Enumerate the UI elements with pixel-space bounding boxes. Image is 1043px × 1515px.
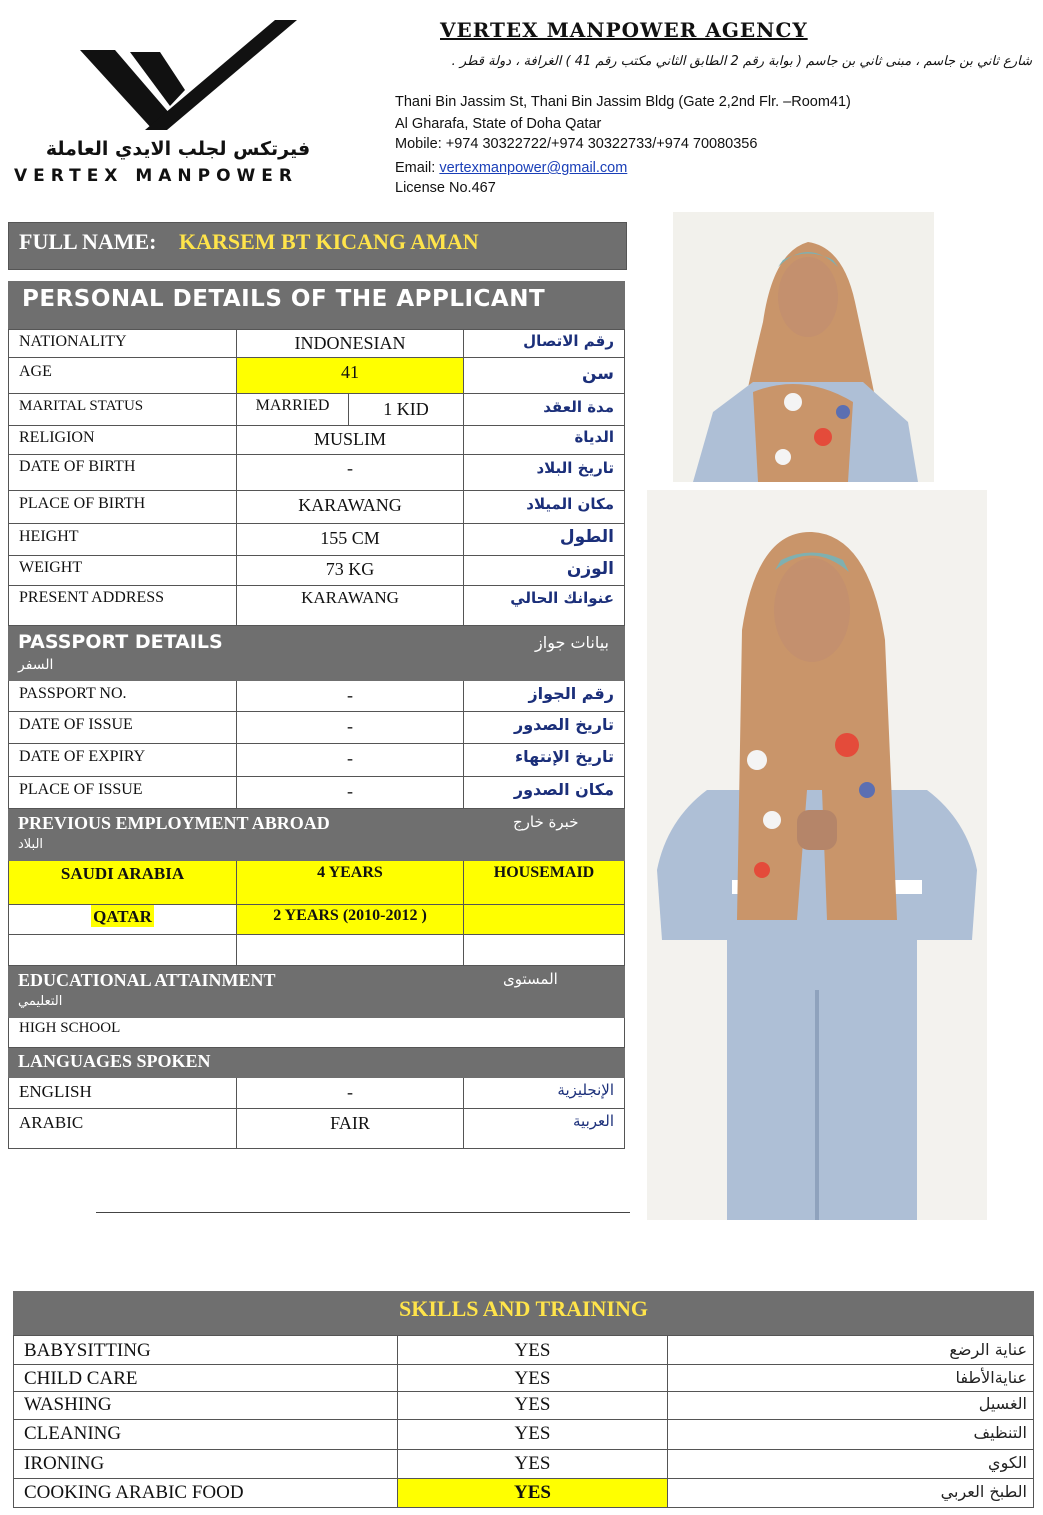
place-of-birth-label: PLACE OF BIRTH <box>19 495 146 512</box>
place-of-issue-value: - <box>347 781 353 801</box>
place-of-issue-arabic: مكان الصدور <box>513 780 614 799</box>
employment-position-2 <box>464 905 624 907</box>
skill-value: YES <box>514 1394 551 1415</box>
place-of-birth-arabic: مكان الميلاد <box>526 495 614 513</box>
languages-title: LANGUAGES SPOKEN <box>18 1051 211 1071</box>
address-line-2: Al Gharafa, State of Doha Qatar <box>395 116 602 132</box>
english-value: - <box>347 1082 353 1102</box>
logo-arabic-text: فيرتكس لجلب الايدي العاملة <box>45 138 311 160</box>
skill-label: CLEANING <box>24 1423 122 1444</box>
arabic-value: FAIR <box>330 1113 370 1133</box>
date-of-issue-value: - <box>347 716 353 736</box>
education-bar <box>8 966 625 1018</box>
divider-line <box>96 1212 630 1213</box>
height-arabic: الطول <box>559 527 614 547</box>
date-of-expiry-value: - <box>347 748 353 768</box>
employment-position-1: HOUSEMAID <box>493 864 595 881</box>
marital-status-label: MARITAL STATUS <box>19 398 144 414</box>
license-number: License No.467 <box>395 180 496 196</box>
present-address-label: PRESENT ADDRESS <box>19 589 165 606</box>
weight-value: 73 KG <box>325 559 375 579</box>
skill-arabic: الطبخ العربي <box>940 1482 1027 1501</box>
full-name-label: FULL NAME: <box>19 229 157 254</box>
personal-details-title: PERSONAL DETAILS OF THE APPLICANT <box>8 281 625 329</box>
languages-bar <box>8 1048 625 1078</box>
address-arabic: شارع ثاني بن جاسم ، مبنى ثاني بن جاسم ( بوابة رقم 2 الطابق الثاني مكتب رقم 41 ) الغرافة ، دولة قطر . <box>451 54 1032 69</box>
religion-row <box>8 426 625 455</box>
passport-number-row <box>8 681 625 712</box>
arabic-label: ARABIC <box>19 1113 84 1132</box>
skill-label: WASHING <box>24 1394 112 1415</box>
employment-years-2: 2 YEARS (2010-2012 ) <box>273 907 427 924</box>
passport-details-bar <box>8 626 625 681</box>
skill-arabic: الكوي <box>988 1453 1027 1472</box>
skill-row <box>13 1365 1034 1392</box>
date-of-expiry-label: DATE OF EXPIRY <box>19 748 146 765</box>
skill-arabic: عناية الرضع <box>949 1340 1027 1359</box>
skill-label: CHILD CARE <box>24 1368 138 1389</box>
skill-arabic: عنايةالأطفا <box>955 1368 1027 1387</box>
skill-row <box>13 1479 1034 1508</box>
skill-label: BABYSITTING <box>24 1340 151 1361</box>
religion-value: MUSLIM <box>313 429 386 449</box>
passport-details-title-arabic-2: السفر <box>18 657 54 673</box>
date-of-birth-value: - <box>347 458 353 478</box>
education-value: HIGH SCHOOL <box>19 1020 121 1036</box>
marital-status-value: MARRIED <box>255 397 330 414</box>
date-of-expiry-row <box>8 744 625 777</box>
applicant-portrait-photo <box>673 212 934 482</box>
date-of-issue-arabic: تاريخ الصدور <box>514 715 614 734</box>
education-title-arabic-2: التعليمي <box>18 994 63 1009</box>
height-value: 155 CM <box>320 528 380 548</box>
height-row <box>8 524 625 556</box>
passport-number-value: - <box>347 685 353 705</box>
employment-years-1: 4 YEARS <box>317 864 383 881</box>
place-of-birth-row <box>8 491 625 524</box>
skill-row <box>13 1450 1034 1479</box>
skill-row <box>13 1392 1034 1420</box>
date-of-issue-label: DATE OF ISSUE <box>19 716 133 733</box>
skill-row <box>13 1420 1034 1450</box>
employment-row-1 <box>8 861 625 905</box>
place-of-birth-value: KARAWANG <box>298 495 402 515</box>
nationality-arabic: رقم الاتصال <box>523 332 614 350</box>
date-of-expiry-arabic: تاريخ الإنتهاء <box>514 747 614 766</box>
passport-number-arabic: رقم الجواز <box>528 684 614 703</box>
email-link[interactable]: vertexmanpower@gmail.com <box>439 160 628 176</box>
skill-row <box>13 1335 1034 1365</box>
english-arabic: الإنجليزية <box>557 1081 614 1099</box>
present-address-row <box>8 586 625 626</box>
education-title-arabic: المستوى <box>503 970 558 988</box>
skill-arabic: الغسيل <box>978 1394 1027 1413</box>
marital-status-arabic: مدة العقد <box>543 398 614 416</box>
previous-employment-bar <box>8 809 625 861</box>
date-of-birth-row <box>8 455 625 491</box>
skill-value: YES <box>514 1453 551 1474</box>
present-address-arabic: عنوانك الحالي <box>510 589 614 607</box>
passport-number-label: PASSPORT NO. <box>19 685 127 702</box>
weight-row <box>8 556 625 586</box>
nationality-label: NATIONALITY <box>19 333 127 350</box>
place-of-issue-row <box>8 777 625 809</box>
logo-english-text: VERTEX MANPOWER <box>14 166 298 186</box>
skill-value: YES <box>514 1482 551 1503</box>
employment-country-1: SAUDI ARABIA <box>60 864 185 883</box>
skill-value: YES <box>514 1340 551 1361</box>
date-of-birth-arabic: تاريخ البلاد <box>536 459 614 477</box>
education-title: EDUCATIONAL ATTAINMENT <box>18 970 276 990</box>
passport-details-title: PASSPORT DETAILS <box>18 631 223 653</box>
skill-label: IRONING <box>24 1453 105 1474</box>
children-value: 1 KID <box>383 399 429 419</box>
employment-row-2 <box>8 905 625 935</box>
vertex-logo <box>75 12 305 132</box>
date-of-birth-label: DATE OF BIRTH <box>19 458 136 475</box>
skill-value: YES <box>514 1368 551 1389</box>
english-label: ENGLISH <box>19 1082 92 1101</box>
address-line-1: Thani Bin Jassim St, Thani Bin Jassim Bldg (Gate 2,2nd Flr. –Room41) <box>395 94 851 110</box>
religion-arabic: الدياة <box>574 428 614 446</box>
age-arabic: سن <box>581 364 614 384</box>
passport-details-title-arabic: بيانات جواز <box>535 633 609 652</box>
weight-arabic: الوزن <box>566 559 614 579</box>
nationality-value: INDONESIAN <box>294 333 406 353</box>
employment-row-empty <box>8 935 625 966</box>
skills-title: SKILLS AND TRAINING <box>13 1291 1034 1335</box>
previous-employment-title: PREVIOUS EMPLOYMENT ABROAD <box>18 813 330 833</box>
arabic-arabic: العربية <box>573 1112 614 1130</box>
previous-employment-title-arabic-2: البلاد <box>18 837 44 852</box>
date-of-issue-row <box>8 712 625 744</box>
skill-value: YES <box>514 1423 551 1444</box>
arabic-row <box>8 1109 625 1149</box>
place-of-issue-label: PLACE OF ISSUE <box>19 781 143 798</box>
employment-country-2: QATAR <box>93 907 152 926</box>
nationality-row <box>8 329 625 358</box>
email-label: Email: <box>395 160 440 176</box>
height-label: HEIGHT <box>19 528 79 545</box>
english-row <box>8 1078 625 1109</box>
full-name-bar <box>8 222 627 270</box>
skill-label: COOKING ARABIC FOOD <box>24 1482 244 1503</box>
weight-label: WEIGHT <box>19 559 83 576</box>
present-address-value: KARAWANG <box>301 588 399 607</box>
full-name-value: KARSEM BT KICANG AMAN <box>179 229 479 254</box>
marital-status-row <box>8 394 625 426</box>
email-line <box>395 160 627 176</box>
applicant-full-body-photo <box>647 490 987 1220</box>
age-label: AGE <box>19 363 52 380</box>
religion-label: RELIGION <box>19 429 95 446</box>
age-value: 41 <box>341 362 359 382</box>
agency-name: VERTEX MANPOWER AGENCY <box>440 18 808 42</box>
skill-arabic: التنظيف <box>973 1423 1027 1442</box>
education-row <box>8 1018 625 1048</box>
mobile-numbers: Mobile: +974 30322722/+974 30322733/+974 70080356 <box>395 136 758 152</box>
previous-employment-title-arabic: خبرة خارج <box>513 813 579 831</box>
age-row <box>8 358 625 394</box>
